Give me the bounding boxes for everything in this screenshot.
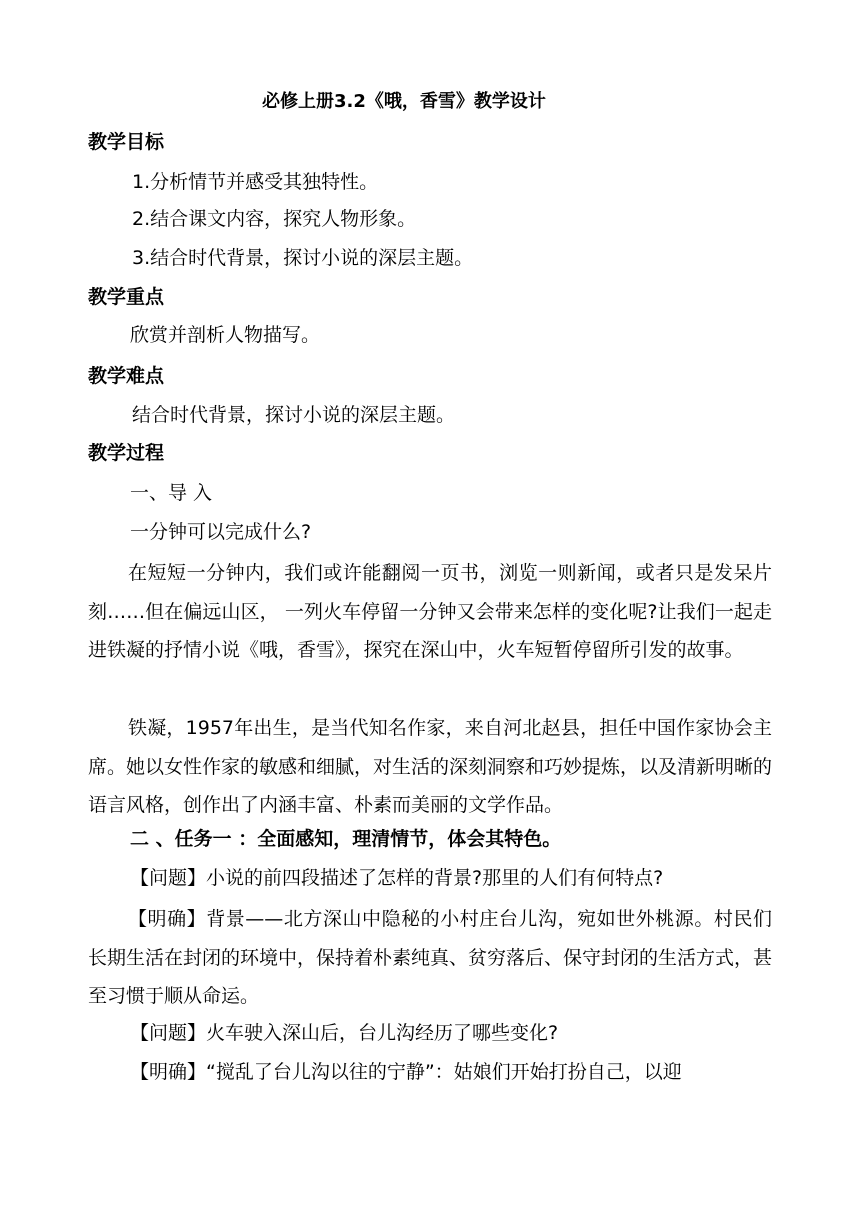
answer-1-paragraph	[88, 900, 772, 1016]
key-point-text: 欣赏并剖析人物描写。	[130, 324, 321, 346]
heading-difficulty: 教学难点	[88, 365, 165, 387]
heading-process: 教学过程	[88, 442, 165, 464]
intro-question: 一分钟可以完成什么?	[130, 521, 312, 543]
task1-title: 二 、任务一 ：全面感知，理清情节，体会其特色。	[130, 828, 562, 850]
objective-item-1: 1.分析情节并感受其独特性。	[132, 171, 379, 193]
author-paragraph-text: 铁凝，1957年出生，是当代知名作家，来自河北赵县，担任中国作家协会主席。她以女性作家的敏感和细腻，对生活的深刻洞察和巧妙提炼，以及清新明晰的语言风格，创作出了内涵丰富、朴素而美丽的文学作品。	[88, 717, 773, 816]
document-title: 必修上册3.2《哦，香雪》教学设计	[262, 91, 546, 112]
intro-paragraph	[88, 554, 772, 670]
author-paragraph	[88, 709, 772, 825]
answer-1-text: 【明确】背景——北方深山中隐秘的小村庄台儿沟，宛如世外桃源。村民们长期生活在封闭的环境中，保持着朴素纯真、贫穷落后、保守封闭的生活方式，甚至习惯于顺从命运。	[88, 908, 773, 1007]
part1-title: 一、导 入	[130, 482, 213, 504]
question-1: 【问题】小说的前四段描述了怎样的背景?那里的人们有何特点?	[130, 867, 664, 889]
answer-2-text: 【明确】“搅乱了台儿沟以往的宁静”：姑娘们开始打扮自己，以迎	[130, 1061, 682, 1083]
objective-item-2: 2.结合课文内容，探究人物形象。	[132, 208, 417, 230]
intro-paragraph-text: 在短短一分钟内，我们或许能翻阅一页书，浏览一则新闻，或者只是发呆片刻……但在偏远山区， 一列火车停留一分钟又会带来怎样的变化呢?让我们一起走进铁凝的抒情小说《哦，香雪》，探究在深山中，火车短暂停留所引发的故事。	[88, 562, 772, 661]
heading-key-point: 教学重点	[88, 286, 165, 308]
heading-objectives: 教学目标	[88, 131, 165, 153]
objective-item-3: 3.结合时代背景，探讨小说的深层主题。	[132, 247, 474, 269]
difficulty-text: 结合时代背景，探讨小说的深层主题。	[132, 404, 456, 426]
question-2: 【问题】火车驶入深山后，台儿沟经历了哪些变化?	[130, 1022, 559, 1044]
